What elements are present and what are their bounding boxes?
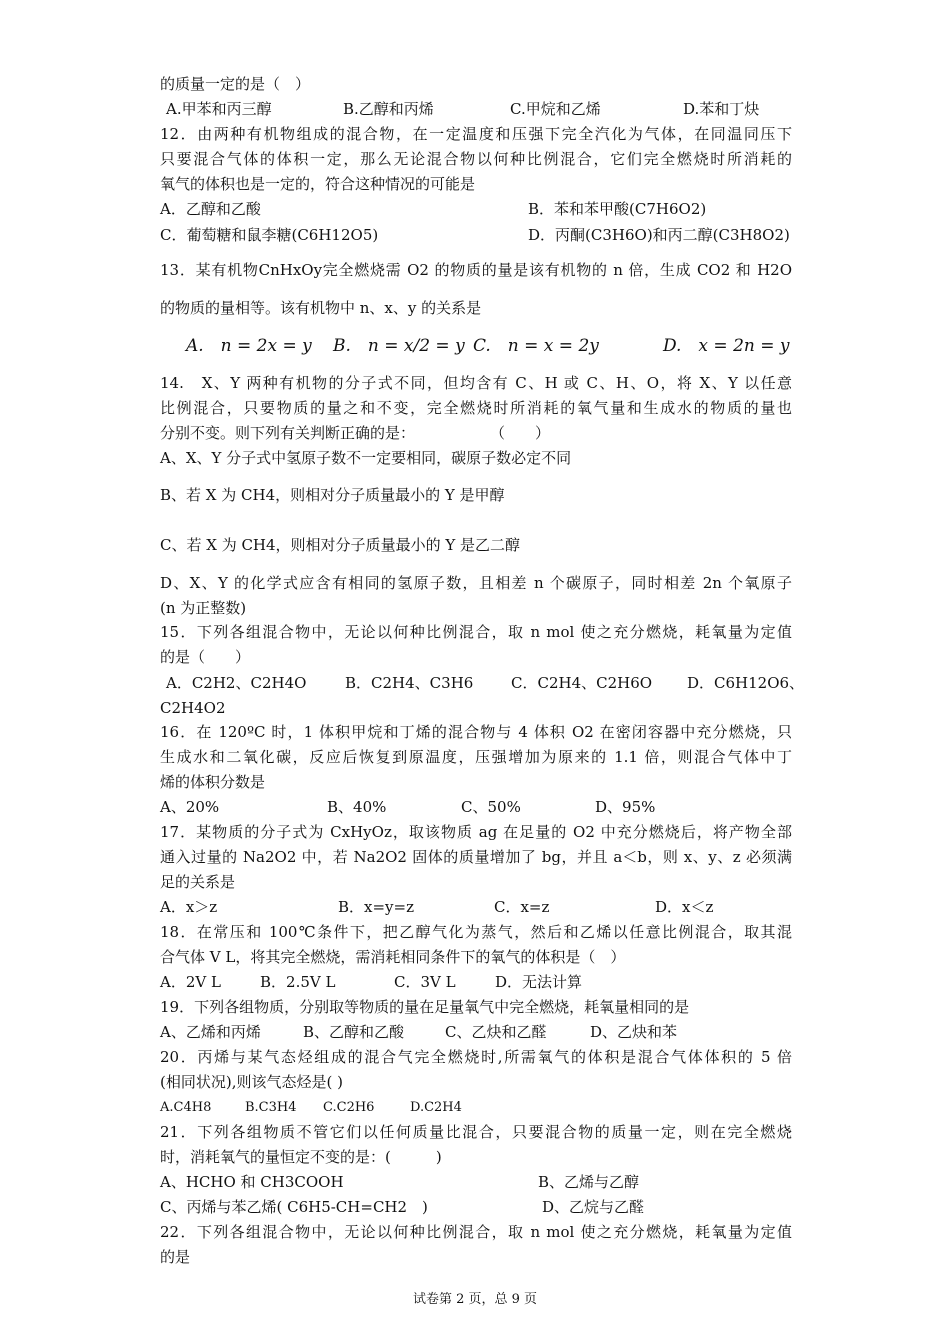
q12-option-a: A．乙醇和乙酸 — [160, 200, 261, 218]
q15-stem-line1: 15．下列各组混合物中，无论以何种比例混合，取 n mol 使之充分燃烧，耗氧量为定值 — [160, 623, 792, 641]
q14-option-d-line1: D、X、Y 的化学式应含有相同的氢原子数，且相差 n 个碳原子，同时相差 2n 个氧原子 — [160, 574, 792, 592]
q17-option-d: D．x＜z — [655, 898, 714, 916]
q13-option-d: D. x = 2n = y — [663, 336, 790, 356]
q16-stem-line2: 生成水和二氧化碳，反应后恢复到原温度，压强增加为原来的 1.1 倍，则混合气体中丁 — [160, 748, 792, 766]
q17-stem-line3: 足的关系是 — [160, 873, 236, 891]
q16-option-d: D、95% — [595, 798, 656, 816]
q11-option-a: A.甲苯和丙三醇 — [166, 100, 272, 118]
q15-option-a: A．C2H2、C2H4O — [166, 674, 307, 692]
q17-option-c: C．x=z — [494, 898, 550, 916]
q21-option-b: B、乙烯与乙醇 — [538, 1173, 640, 1191]
q12-stem-line3: 氧气的体积也是一定的，符合这种情况的可能是 — [160, 175, 476, 193]
q17-stem-line2: 通入过量的 Na2O2 中，若 Na2O2 固体的质量增加了 bg，并且 a＜b，则 x、y、z 必须满 — [160, 848, 792, 866]
q16-option-c: C、50% — [461, 798, 521, 816]
q21-stem-line2: 时，消耗氧气的量恒定不变的是：( ) — [160, 1148, 442, 1166]
q14-stem-line3: 分别不变。则下列有关判断正确的是： （ ） — [160, 424, 551, 442]
q18-stem-line2: 合气体 V L，将其完全燃烧，需消耗相同条件下的氧气的体积是（ ） — [160, 948, 626, 966]
q11-option-d: D.苯和丁炔 — [683, 100, 760, 118]
q20-option-b: B.C3H4 — [245, 1100, 297, 1115]
q20-option-a: A.C4H8 — [160, 1100, 212, 1115]
q20-stem-line2: (相同状况),则该气态烃是( ) — [160, 1073, 343, 1091]
q22-stem-line2: 的是 — [160, 1248, 191, 1266]
q14-option-a: A、X、Y 分子式中氢原子数不一定要相同，碳原子数必定不同 — [160, 449, 572, 467]
q12-stem-line2: 只要混合气体的体积一定，那么无论混合物以何种比例混合，它们完全燃烧时所消耗的 — [160, 150, 792, 168]
q13-option-b: B. n = x/2 = y — [333, 336, 465, 356]
q15-option-b: B．C2H4、C3H6 — [345, 674, 474, 692]
q16-option-a: A、20% — [160, 798, 220, 816]
q14-option-d-line2: (n 为正整数) — [160, 599, 247, 617]
q12-option-d: D．丙酮(C3H6O)和丙二醇(C3H8O2) — [528, 226, 790, 244]
q15-option-c: C．C2H4、C2H6O — [511, 674, 653, 692]
q21-option-d: D、乙烷与乙醛 — [542, 1198, 645, 1216]
q12-stem-line1: 12．由两种有机物组成的混合物，在一定温度和压强下完全汽化为气体，在同温同压下 — [160, 125, 792, 143]
q21-stem-line1: 21．下列各组物质不管它们以任何质量比混合，只要混合物的质量一定，则在完全燃烧 — [160, 1123, 792, 1141]
q18-stem-line1: 18．在常压和 100℃条件下，把乙醇气化为蒸气，然后和乙烯以任意比例混合，取其混 — [160, 923, 792, 941]
q20-stem-line1: 20．丙烯与某气态烃组成的混合气完全燃烧时,所需氧气的体积是混合气体体积的 5 倍 — [160, 1048, 792, 1066]
q15-stem-line2: 的是（ ） — [160, 648, 251, 666]
q18-option-a: A．2V L — [160, 973, 221, 991]
q21-option-a: A、HCHO 和 CH3COOH — [160, 1173, 344, 1191]
q20-option-d: D.C2H4 — [410, 1100, 462, 1115]
q12-option-c: C．葡萄糖和鼠李糖(C6H12O5) — [160, 226, 379, 244]
q12-option-b: B．苯和苯甲酸(C7H6O2) — [528, 200, 707, 218]
q11-stem-end: 的质量一定的是（ ） — [160, 75, 311, 93]
q17-option-b: B．x=y=z — [338, 898, 414, 916]
q15-option-d-part1: D．C6H12O6、 — [687, 674, 805, 692]
q18-option-b: B．2.5V L — [260, 973, 336, 991]
q20-option-c: C.C2H6 — [323, 1100, 375, 1115]
q19-stem: 19．下列各组物质，分别取等物质的量在足量氧气中完全燃烧，耗氧量相同的是 — [160, 998, 690, 1016]
q13-option-a: A. n = 2x = y — [186, 336, 312, 356]
page-footer: 试卷第 2 页，总 9 页 — [412, 1292, 538, 1307]
q15-option-d-part2: C2H4O2 — [160, 699, 226, 717]
q16-stem-line3: 烯的体积分数是 — [160, 773, 266, 791]
q17-option-a: A．x＞z — [160, 898, 218, 916]
q11-option-c: C.甲烷和乙烯 — [510, 100, 601, 118]
q21-option-c: C、丙烯与苯乙烯( C6H5-CH=CH2 ) — [160, 1198, 428, 1216]
q14-stem-line1: 14. X、Y 两种有机物的分子式不同，但均含有 C、H 或 C、H、O，将 X、Y 以任意 — [160, 374, 792, 392]
q16-option-b: B、40% — [327, 798, 387, 816]
q13-stem-line1: 13．某有机物CnHxOy完全燃烧需 O2 的物质的量是该有机物的 n 倍，生成 CO2 和 H2O — [160, 261, 792, 279]
q13-stem-line2: 的物质的量相等。该有机物中 n、x、y 的关系是 — [160, 299, 482, 317]
q19-option-b: B、乙醇和乙酸 — [303, 1023, 405, 1041]
q11-option-b: B.乙醇和丙烯 — [343, 100, 434, 118]
q17-stem-line1: 17．某物质的分子式为 CxHyOz，取该物质 ag 在足量的 O2 中充分燃烧后，将产物全部 — [160, 823, 792, 841]
q19-option-c: C、乙炔和乙醛 — [445, 1023, 547, 1041]
q14-option-c: C、若 X 为 CH4，则相对分子质量最小的 Y 是乙二醇 — [160, 536, 521, 554]
q14-stem-line2: 比例混合，只要物质的量之和不变，完全燃烧时所消耗的氧气量和生成水的物质的量也 — [160, 399, 792, 417]
q13-option-c: C. n = x = 2y — [473, 336, 599, 356]
q19-option-a: A、乙烯和丙烯 — [160, 1023, 261, 1041]
q19-option-d: D、乙炔和苯 — [590, 1023, 678, 1041]
q14-option-b: B、若 X 为 CH4，则相对分子质量最小的 Y 是甲醇 — [160, 486, 505, 504]
q18-option-c: C．3V L — [394, 973, 456, 991]
q18-option-d: D．无法计算 — [495, 973, 583, 991]
q16-stem-line1: 16．在 120ºC 时，1 体积甲烷和丁烯的混合物与 4 体积 O2 在密闭容器中充分燃烧，只 — [160, 723, 792, 741]
q22-stem-line1: 22．下列各组混合物中，无论以何种比例混合，取 n mol 使之充分燃烧，耗氧量为定值 — [160, 1223, 792, 1241]
